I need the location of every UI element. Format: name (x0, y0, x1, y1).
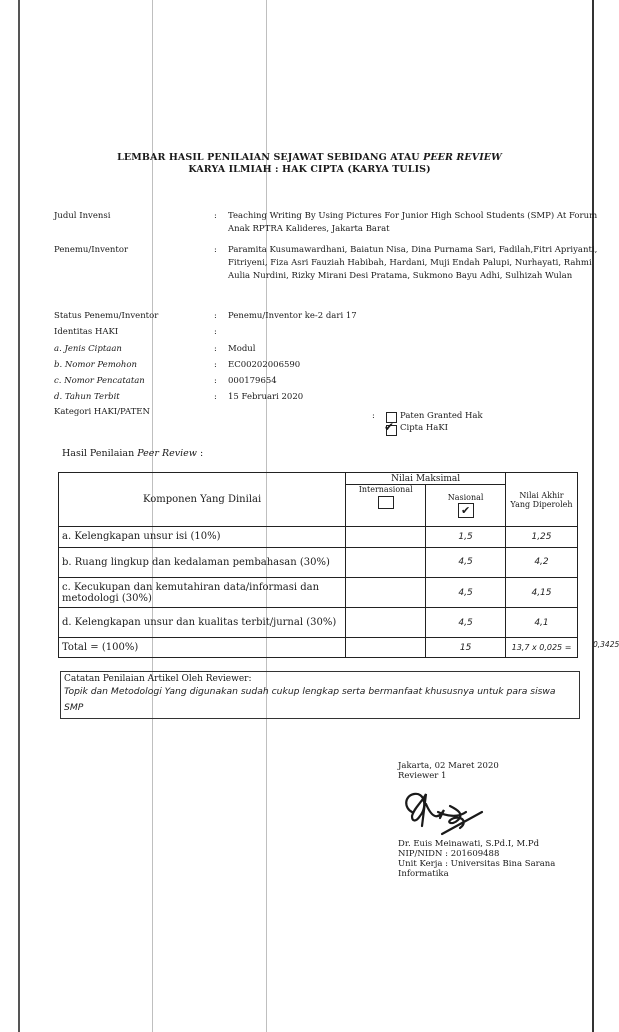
cipta-option-label: Cipta HaKI (400, 423, 449, 433)
signature-image (398, 782, 494, 842)
nilai-akhir-header: Nilai Akhir Yang Diperoleh (506, 473, 578, 527)
place-date: Jakarta, 02 Maret 2020 (398, 761, 499, 771)
colon: : (214, 360, 217, 370)
hasil-italic: Peer Review (137, 448, 197, 459)
komponen-header: Komponen Yang Dinilai (59, 473, 346, 527)
hasil-heading (62, 448, 203, 459)
colon: : (214, 376, 217, 386)
score-table (58, 472, 578, 658)
colon: : (214, 211, 217, 221)
pemohon-value: EC00202006590 (228, 360, 301, 370)
status-label: Status Penemu/Inventor (54, 311, 159, 321)
kategori-label: Kategori HAKI/PATEN (54, 407, 150, 417)
total-internasional (346, 638, 426, 658)
row-nasional: 4,5 (426, 547, 506, 577)
table-row (59, 527, 578, 548)
colon: : (214, 245, 217, 255)
hasil-suffix: : (196, 448, 204, 459)
pemohon-label: b. Nomor Pemohon (54, 360, 137, 370)
table-row (59, 577, 578, 607)
reviewer-role: Reviewer 1 (398, 771, 447, 781)
jenis-label: a. Jenis Ciptaan (54, 344, 122, 354)
total-akhir: 13,7 x 0,025 = (506, 638, 578, 658)
total-nasional: 15 (426, 638, 506, 658)
page-title-line-1 (0, 152, 619, 163)
judul-value: Teaching Writing By Using Pictures For Junior High School Students (SMP) At Forum Anak RPTRA Kalideres, Jakarta Barat (228, 211, 598, 234)
status-value: Penemu/Inventor ke-2 dari 17 (228, 311, 357, 321)
row-internasional (346, 547, 426, 577)
row-label: b. Ruang lingkup dan kedalaman pembahasan (30%) (59, 547, 346, 577)
row-internasional (346, 608, 426, 638)
row-internasional (346, 527, 426, 548)
reviewer-name: Dr. Euis Meinawati, S.Pd.I, M.Pd (398, 839, 540, 849)
tahun-value: 15 Februari 2020 (228, 392, 304, 402)
check-icon: ✔ (460, 504, 471, 518)
nasional-label: Nasional (447, 493, 484, 503)
row-nasional: 1,5 (426, 527, 506, 548)
total-row (59, 638, 578, 658)
nilai-maksimal-header: Nilai Maksimal (346, 473, 506, 485)
colon: : (214, 392, 217, 402)
hasil-prefix: Hasil Penilaian (62, 448, 138, 459)
internasional-checkbox[interactable] (378, 496, 394, 509)
reviewer-nip: NIP/NIDN : 201609488 (398, 849, 500, 859)
penemu-label: Penemu/Inventor (54, 245, 129, 255)
paten-option-label: Paten Granted Hak (400, 411, 483, 421)
pencatatan-label: c. Nomor Pencatatan (54, 376, 145, 386)
row-label: a. Kelengkapan unsur isi (10%) (59, 527, 346, 548)
internasional-header (346, 485, 426, 527)
colon: : (214, 327, 217, 337)
table-row (59, 608, 578, 638)
row-akhir: 1,25 (506, 527, 578, 548)
judul-label: Judul Invensi (54, 211, 111, 221)
nasional-header (426, 485, 506, 527)
notes-handwritten-text: Topik dan Metodologi Yang digunakan sudah cukup lengkap serta bermanfaat khususnya untuk para siswa SMP (64, 686, 556, 713)
row-label: c. Kecukupan dan kemutahiran data/informasi dan metodologi (30%) (59, 577, 346, 607)
table-row (59, 547, 578, 577)
title-prefix: LEMBAR HASIL PENILAIAN SEJAWAT SEBIDANG ATAU (117, 152, 424, 163)
notes-label: Catatan Penilaian Artikel Oleh Reviewer: (64, 674, 252, 684)
row-akhir: 4,1 (506, 608, 578, 638)
identitas-label: Identitas HAKI (54, 327, 119, 337)
page-title-line-2: KARYA ILMIAH : HAK CIPTA (KARYA TULIS) (188, 164, 431, 175)
row-akhir: 4,2 (506, 547, 578, 577)
handwritten-result: 0,3425 (593, 640, 619, 649)
jenis-value: Modul (228, 344, 256, 354)
row-label: d. Kelengkapan unsur dan kualitas terbit/jurnal (30%) (59, 608, 346, 638)
check-icon: ✔ (384, 420, 395, 434)
colon: : (214, 311, 217, 321)
colon: : (372, 411, 375, 421)
row-nasional: 4,5 (426, 577, 506, 607)
reviewer-notes-box (60, 671, 580, 719)
row-akhir: 4,15 (506, 577, 578, 607)
internasional-label: Internasional (358, 485, 413, 495)
penemu-value: Paramita Kusumawardhani, Baiatun Nisa, Dina Purnama Sari, Fadilah,Fitri Apriyanti, Fitriyeni, Fiza Asri Fauziah Habibah, Hardani, Muji Endah Palupi, Nurhayati, Rahmi Aulia Nurdini, Rizky Mirani Desi Pratama, Sukmono Bayu Adhi, Sulhizah Wulan (228, 245, 598, 281)
row-nasional: 4,5 (426, 608, 506, 638)
colon: : (214, 344, 217, 354)
row-internasional (346, 577, 426, 607)
total-label: Total = (100%) (59, 638, 346, 658)
reviewer-unit: Unit Kerja : Universitas Bina Sarana Informatika (398, 859, 556, 879)
nasional-checkbox[interactable] (458, 503, 474, 518)
title-italic: PEER REVIEW (423, 152, 502, 163)
pencatatan-value: 000179654 (228, 376, 277, 386)
tahun-label: d. Tahun Terbit (54, 392, 120, 402)
